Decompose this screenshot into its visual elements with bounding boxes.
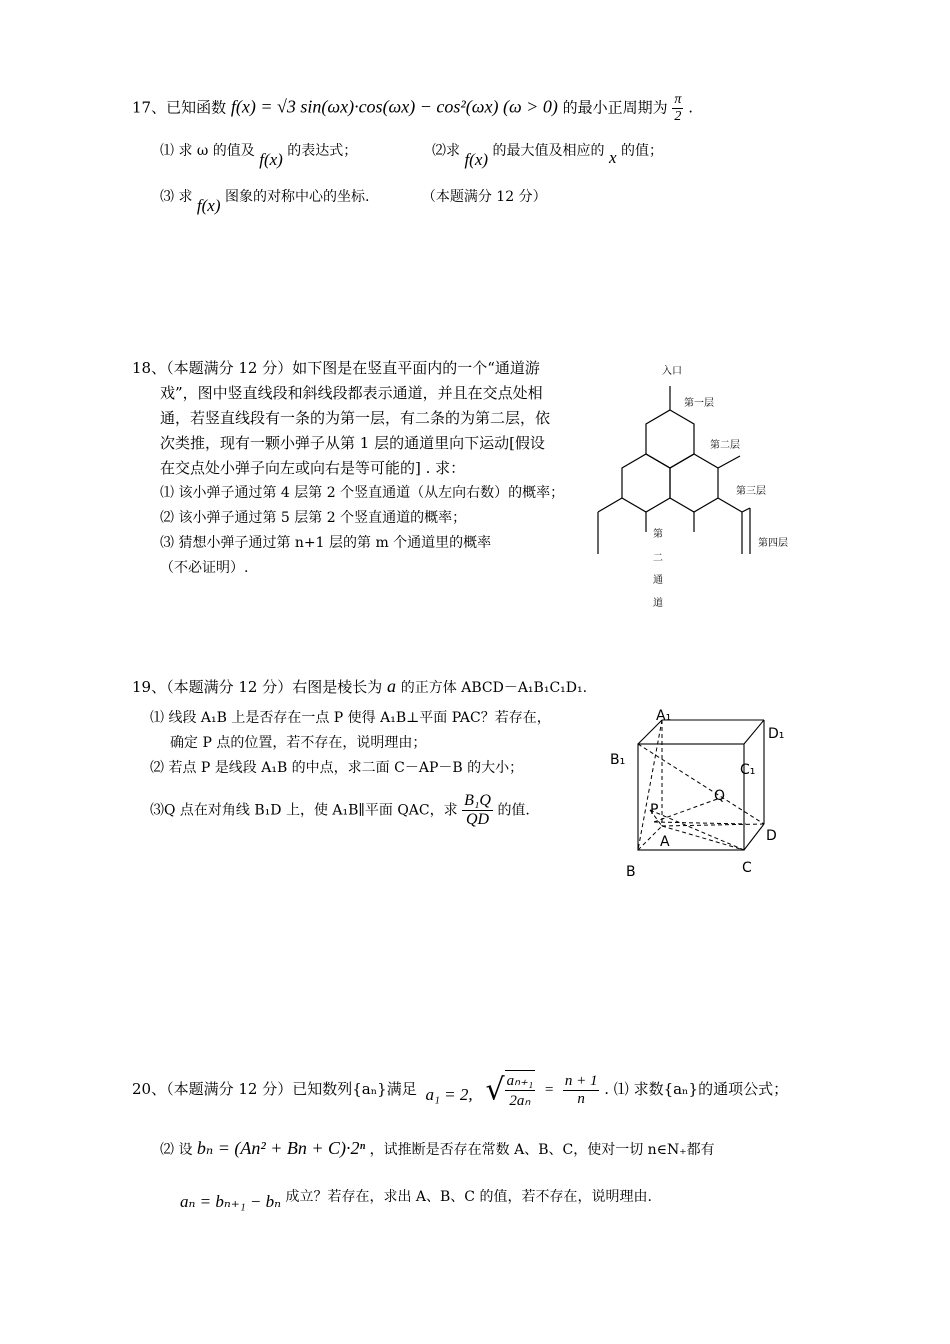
q20-sqrt: √ $\frac{\text{aₙ₊₁}}{\text{2aₙ}}$ [485,1070,535,1110]
q17-part3 [160,186,547,215]
q18-line: 通，若竖直线段有一条的为第一层，有二条的为第二层，依 [160,409,551,427]
q18-text [132,356,564,581]
cube-label-D1: D₁ [768,726,785,742]
q19-title-end: 的正方体 ABCD－A₁B₁C₁D₁. [400,680,588,696]
q20-title: 20、（本题满分 12 分）已知数列{aₙ}满足 [132,1080,417,1098]
fig-channel-char: 二 [653,553,663,564]
cube-label-C1: C₁ [740,762,756,778]
cube-label-Q: Q [714,788,726,804]
q20-rhs-num: n + 1 [564,1072,598,1089]
q19-line1 [132,676,587,697]
q20-an-formula: aₙ = bₙ₊₁ − bₙ [180,1192,281,1211]
q19-frac-den: QD [465,811,490,828]
q20-p2-text: ⑵ 设 [160,1142,193,1158]
q18-part: （不必证明）. [160,560,249,576]
q18-line: 18、（本题满分 12 分）如下图是在竖直平面内的一个“通道游 [132,359,540,377]
fig-channel-char: 道 [653,598,663,609]
q18-part: ⑶ 猜想小弹子通过第 n+1 层的第 m 个通道里的概率 [160,535,492,551]
cube-label-D: D [766,828,777,844]
q20-cond1: a₁ = 2, [425,1085,473,1104]
q19-a: a [387,676,396,696]
q19-part2: ⑵ 若点 P 是线段 A₁B 的中点，求二面 C－AP－B 的大小； [150,760,524,776]
fig-channel-char: 通 [653,575,663,586]
q20-eq: = [543,1082,555,1098]
q17-p1-end: 的表达式； [287,143,358,159]
cube-label-C: C [742,860,752,876]
q17-p3-text: ⑶ 求 [160,189,193,205]
q17-fx-3: f(x) [196,196,221,215]
channel-game-figure [590,360,810,610]
q19-part3 [150,792,530,829]
q17-end: . [688,98,693,117]
cube-label-A: A [660,834,670,850]
q19-frac-num: B₁Q [464,792,491,809]
cube-label-P: P [650,802,659,818]
q20-line1-end: . ⑴ 求数{aₙ}的通项公式； [604,1080,789,1098]
q19-p3-text: ⑶Q 点在对角线 B₁D 上，使 A₁B∥平面 QAC，求 [150,802,458,819]
fig-layer4: 第四层 [758,538,788,549]
q20-line1 [132,1070,788,1110]
q17-part1 [160,140,358,169]
q17-part2 [432,140,663,169]
q19-p3-end: 的值. [497,802,530,819]
cube-label-A1: A₁ [656,708,672,724]
cube-figure [606,706,796,886]
cube-label-B: B [626,864,636,880]
q18-line: 次类推，现有一颗小弹子从第 1 层的通道里向下运动[假设 [160,434,545,452]
q17-p3-end: 图象的对称中心的坐标. [224,189,370,205]
q17-p1-text: ⑴ 求 ω 的值及 [160,143,255,159]
q19-frac [462,792,493,829]
q19-title: 19、（本题满分 12 分）右图是棱长为 [132,678,383,696]
q20-bn-formula: bₙ = (An² + Bn + C)·2ⁿ [196,1138,366,1158]
q20-part2-cont [180,1186,652,1211]
q17-fx-1: f(x) [259,150,283,169]
q17-period-den: 2 [674,109,682,124]
fig-layer1: 第一层 [684,398,714,409]
q20-sqrt-num: aₙ₊₁ [506,1073,534,1089]
fig-layer2: 第二层 [710,440,740,451]
q17-x: x [608,148,617,167]
fig-entrance: 入口 [662,366,682,377]
fig-layer3: 第三层 [736,486,766,497]
q20-p2-end: 成立？若存在，求出 A、B、C 的值，若不存在，说明理由. [285,1189,652,1205]
q18-line: 戏”，图中竖直线段和斜线段都表示通道，并且在交点处相 [160,384,543,402]
q20-part2 [160,1138,715,1159]
q17-p2-text: ⑵求 [432,143,460,159]
q17-fx-2: f(x) [464,150,489,169]
q17-period-num: π [674,92,682,107]
q17-p2-end: 的值； [620,143,663,159]
fig-channel-char: 第 [653,529,663,540]
q17-p2-mid: 的最大值及相应的 [492,143,605,159]
q20-p2-mid: ，试推断是否存在常数 A、B、C，使对一切 n∈N₊都有 [369,1142,715,1158]
q19-part1b: 确定 P 点的位置，若不存在，说明理由； [170,735,427,751]
q17-score: （本题满分 12 分） [421,189,547,205]
cube-label-B1: B₁ [610,752,626,768]
q17-formula: f(x) = √3 sin(ωx)·cos(ωx) − cos²(ωx) (ω > 0) [230,96,558,117]
q17-period [672,92,683,125]
q17-line1 [132,92,693,125]
q17-mid: 的最小正周期为 [562,98,668,117]
q20-rhs-den: n [577,1090,585,1107]
q18-part: ⑵ 该小弹子通过第 5 层第 2 个竖直通道的概率； [160,510,467,526]
q18-line: 在交点处小弹子向左或向右是等可能的] . 求： [160,459,466,477]
q20-rhs [563,1073,600,1108]
q19-part1a: ⑴ 线段 A₁B 上是否存在一点 P 使得 A₁B⊥平面 PAC？若存在， [150,710,551,726]
q20-sqrt-den: 2aₙ [509,1093,531,1109]
q18-part: ⑴ 该小弹子通过第 4 层第 2 个竖直通道（从左向右数）的概率； [160,485,565,501]
q17-prefix: 17、已知函数 [132,98,227,117]
